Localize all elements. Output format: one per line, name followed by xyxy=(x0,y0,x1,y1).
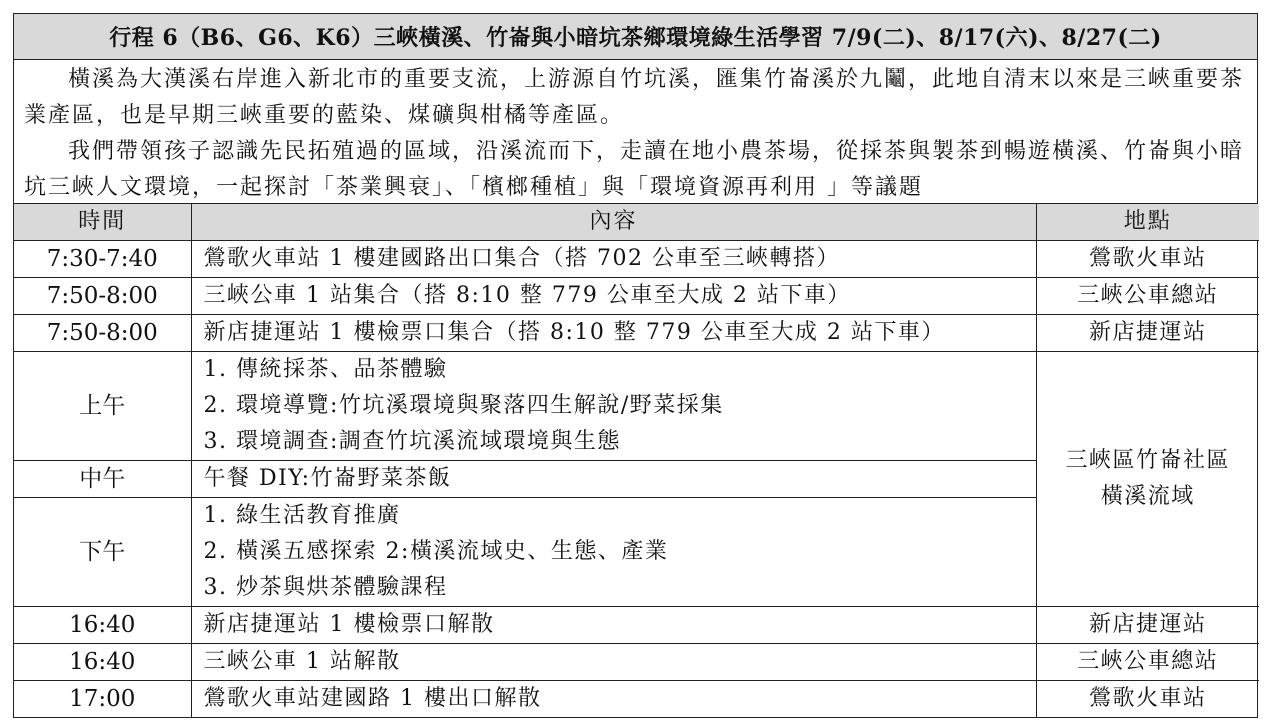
row-time: 16:40 xyxy=(14,644,191,681)
row-time: 7:50-8:00 xyxy=(14,278,191,315)
list-item: 2. 橫溪五感探索 2:橫溪流域史、生態、產業 xyxy=(203,539,669,564)
row-place: 三峽公車總站 xyxy=(1036,278,1259,315)
afternoon-activities xyxy=(191,498,1036,607)
row-content: 新店捷運站 1 樓檢票口解散 xyxy=(191,607,1036,644)
list-item: 1. 傳統採茶、品茶體驗 xyxy=(203,357,448,382)
row-content: 鶯歌火車站 1 樓建國路出口集合（搭 702 公車至三峽轉搭） xyxy=(191,241,1036,278)
table-row xyxy=(14,315,1259,352)
row-place: 鶯歌火車站 xyxy=(1036,241,1259,278)
table-row xyxy=(14,278,1259,315)
list-item: 3. 環境調查:調查竹坑溪流域環境與生態 xyxy=(203,429,621,454)
row-time: 7:50-8:00 xyxy=(14,315,191,352)
morning-label: 上午 xyxy=(14,352,191,461)
list-item: 1. 綠生活教育推廣 xyxy=(203,503,401,528)
intro-paragraph-2: 我們帶領孩子認識先民拓殖過的區域，沿溪流而下，走讀在地小農茶場，從採茶與製茶到暢遊橫溪、竹崙與小暗坑三峽人文環境，一起探討「茶業興衰」、「檳榔種植」與「環境資源再利用 」等議題 xyxy=(24,139,1245,200)
table-row xyxy=(14,644,1259,681)
intro-paragraph-1: 橫溪為大漢溪右岸進入新北市的重要支流，上游源自竹坑溪，匯集竹崙溪於九鬮，此地自清末以來是三峽重要茶業產區，也是早期三峽重要的藍染、煤礦與柑橘等產區。 xyxy=(24,67,1245,128)
afternoon-label: 下午 xyxy=(14,498,191,607)
header-time: 時間 xyxy=(14,204,191,241)
header-content: 內容 xyxy=(191,204,1036,241)
itinerary-title: 行程 6（B6、G6、K6）三峽橫溪、竹崙與小暗坑茶鄉環境綠生活學習 7/9(二)、8/17(六)、8/27(二) xyxy=(14,14,1257,60)
list-item: 3. 炒茶與烘茶體驗課程 xyxy=(203,575,448,600)
row-content: 三峽公車 1 站集合（搭 8:10 整 779 公車至大成 2 站下車） xyxy=(191,278,1036,315)
row-content: 新店捷運站 1 樓檢票口集合（搭 8:10 整 779 公車至大成 2 站下車） xyxy=(191,315,1036,352)
row-time: 17:00 xyxy=(14,681,191,718)
row-time: 7:30-7:40 xyxy=(14,241,191,278)
schedule-table xyxy=(14,204,1259,717)
row-content: 鶯歌火車站建國路 1 樓出口解散 xyxy=(191,681,1036,718)
activity-place xyxy=(1036,352,1259,607)
row-time: 16:40 xyxy=(14,607,191,644)
noon-label: 中午 xyxy=(14,461,191,498)
row-place: 新店捷運站 xyxy=(1036,315,1259,352)
itinerary-sheet xyxy=(13,13,1258,718)
row-place: 鶯歌火車站 xyxy=(1036,681,1259,718)
list-item: 2. 環境導覽:竹坑溪環境與聚落四生解說/野菜採集 xyxy=(203,393,724,418)
row-place: 新店捷運站 xyxy=(1036,607,1259,644)
table-row xyxy=(14,607,1259,644)
table-header-row xyxy=(14,204,1259,241)
table-row xyxy=(14,241,1259,278)
intro-section xyxy=(14,60,1257,204)
activity-place-line-1: 三峽區竹崙社區 xyxy=(1065,448,1230,473)
table-row-morning xyxy=(14,352,1259,461)
row-place: 三峽公車總站 xyxy=(1036,644,1259,681)
activity-place-line-2: 橫溪流域 xyxy=(1100,484,1195,509)
header-place: 地點 xyxy=(1036,204,1259,241)
row-content: 三峽公車 1 站解散 xyxy=(191,644,1036,681)
morning-activities xyxy=(191,352,1036,461)
noon-activity: 午餐 DIY:竹崙野菜茶飯 xyxy=(191,461,1036,498)
table-row xyxy=(14,681,1259,718)
